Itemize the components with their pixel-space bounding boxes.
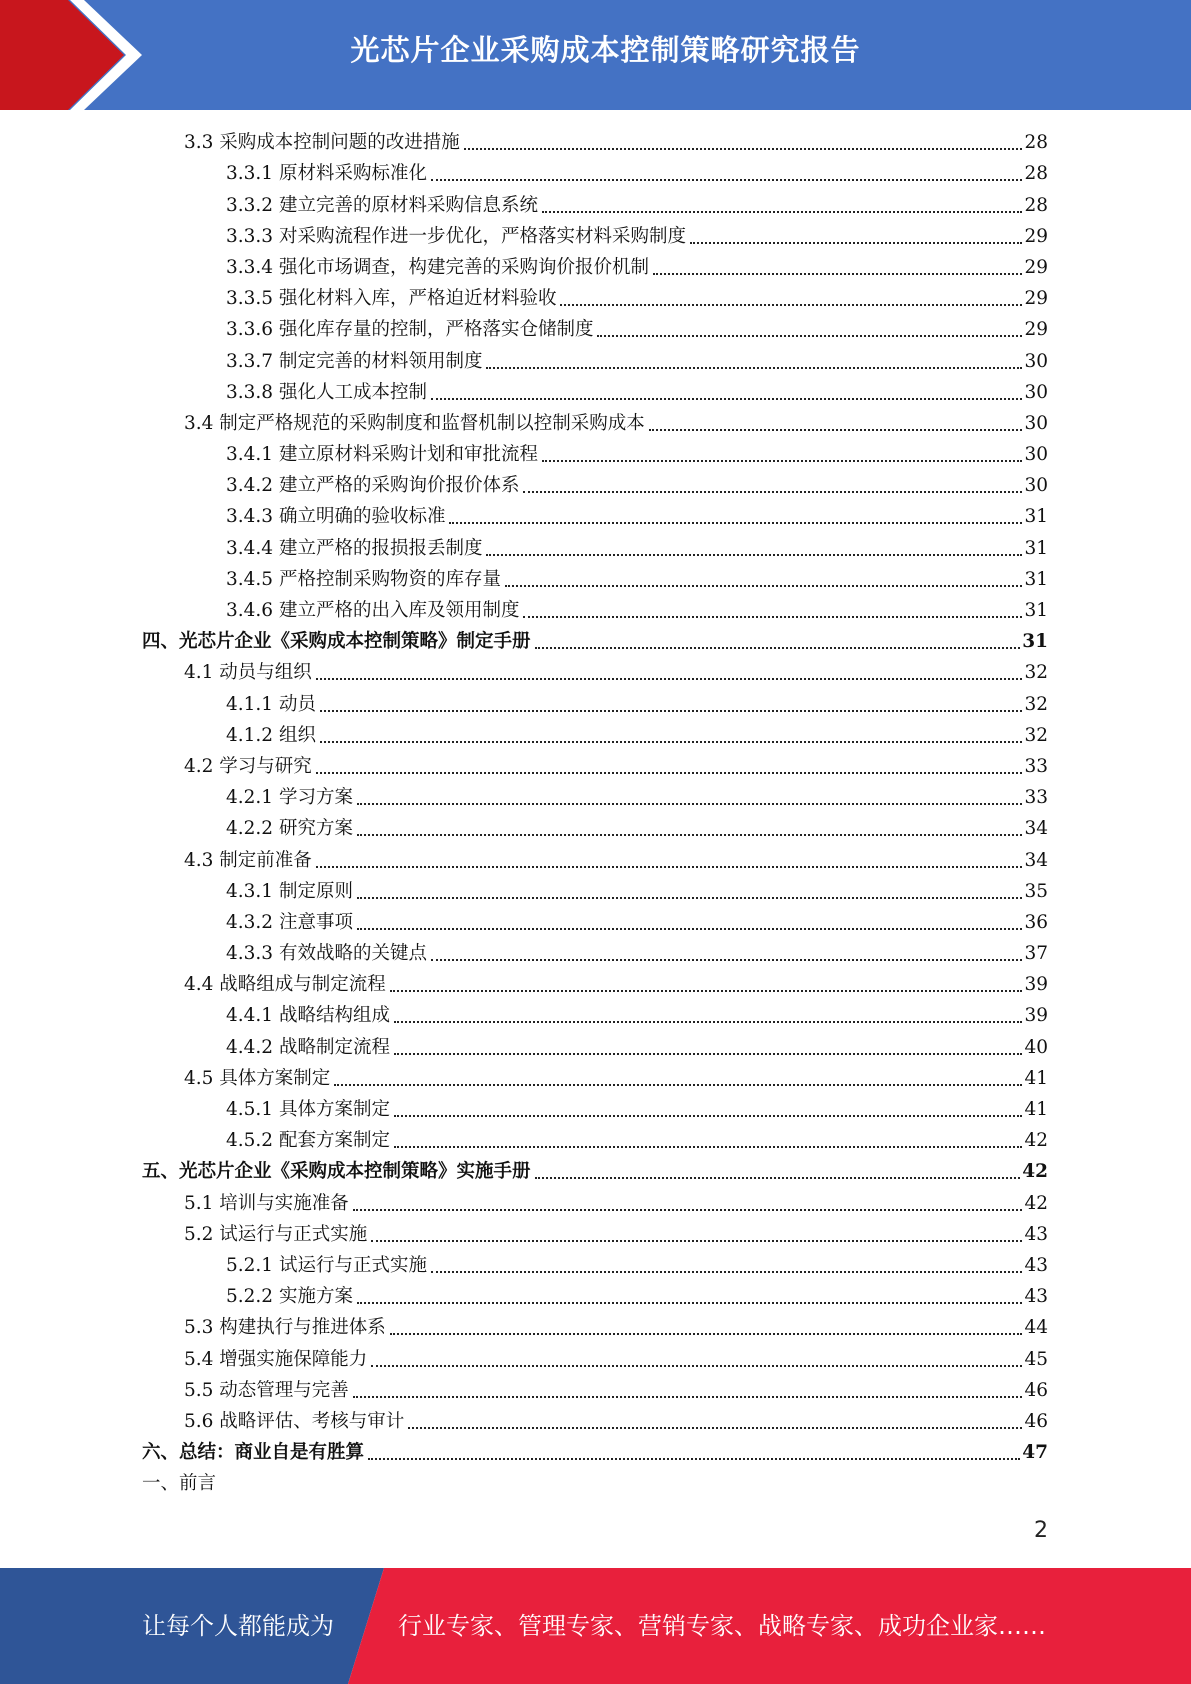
toc-entry-page: 35 xyxy=(1024,880,1048,902)
toc-entry[interactable] xyxy=(142,377,1048,408)
toc-dot-leader xyxy=(357,897,1023,899)
toc-entry[interactable] xyxy=(142,1219,1048,1250)
toc-dot-leader xyxy=(523,491,1022,493)
toc-entry[interactable] xyxy=(142,1437,1048,1468)
toc-entry[interactable] xyxy=(142,252,1048,283)
toc-dot-leader xyxy=(316,866,1023,868)
toc-dot-leader xyxy=(394,1021,1022,1023)
toc-entry[interactable] xyxy=(142,564,1048,595)
toc-entry[interactable] xyxy=(142,1406,1048,1437)
toc-entry-title: 3.4.4 建立严格的报损报丢制度 xyxy=(226,537,483,559)
toc-dot-leader xyxy=(431,959,1022,961)
toc-entry[interactable] xyxy=(142,688,1048,719)
toc-entry[interactable] xyxy=(142,938,1048,969)
toc-dot-leader xyxy=(353,1209,1023,1211)
toc-entry-title: 3.4.2 建立严格的采购询价报价体系 xyxy=(226,475,520,497)
toc-dot-leader xyxy=(390,1333,1023,1335)
toc-dot-leader xyxy=(394,1146,1022,1148)
toc-dot-leader xyxy=(464,148,1023,150)
toc-entry-page: 31 xyxy=(1024,537,1048,559)
toc-entry-page: 34 xyxy=(1024,849,1048,871)
toc-entry[interactable] xyxy=(142,1250,1048,1281)
toc-entry-title: 4.5 具体方案制定 xyxy=(184,1067,331,1089)
toc-dot-leader xyxy=(394,1115,1022,1117)
toc-entry[interactable] xyxy=(142,439,1048,470)
toc-entry-title: 一、前言 xyxy=(142,1473,217,1495)
toc-entry-title: 4.1 动员与组织 xyxy=(184,662,312,684)
toc-entry-title: 4.2 学习与研究 xyxy=(184,755,312,777)
page-header xyxy=(0,0,1191,110)
toc-dot-leader xyxy=(334,1084,1022,1086)
toc-dot-leader xyxy=(320,741,1023,743)
toc-entry-page: 31 xyxy=(1024,568,1048,590)
toc-entry[interactable] xyxy=(142,470,1048,501)
toc-dot-leader xyxy=(368,1458,1020,1460)
toc-entry[interactable] xyxy=(142,626,1048,657)
toc-dot-leader xyxy=(431,179,1022,181)
toc-entry-page: 43 xyxy=(1024,1223,1048,1245)
toc-entry-title: 5.6 战略评估、考核与审计 xyxy=(184,1410,405,1432)
toc-entry-title: 3.3.1 原材料采购标准化 xyxy=(226,163,427,185)
toc-entry[interactable] xyxy=(142,844,1048,875)
footer-slogan-right: 行业专家、管理专家、营销专家、战略专家、成功企业家…… xyxy=(398,1612,1046,1640)
toc-entry[interactable] xyxy=(142,782,1048,813)
toc-entry[interactable] xyxy=(142,314,1048,345)
toc-entry-page: 28 xyxy=(1024,194,1048,216)
page-number: 2 xyxy=(1034,1518,1048,1543)
toc-entry-title: 4.2.2 研究方案 xyxy=(226,818,353,840)
toc-entry-page: 28 xyxy=(1024,132,1048,154)
toc-entry-title: 六、总结：商业自是有胜算 xyxy=(142,1442,365,1464)
toc-dot-leader xyxy=(316,678,1023,680)
toc-entry-title: 4.4.2 战略制定流程 xyxy=(226,1036,390,1058)
toc-entry-title: 3.3 采购成本控制问题的改进措施 xyxy=(184,132,460,154)
toc-entry[interactable] xyxy=(142,1125,1048,1156)
toc-entry-page: 39 xyxy=(1024,1005,1048,1027)
toc-dot-leader xyxy=(653,273,1022,275)
toc-entry-title: 3.4.1 建立原材料采购计划和审批流程 xyxy=(226,444,538,466)
toc-entry-page: 41 xyxy=(1024,1067,1048,1089)
toc-entry[interactable] xyxy=(142,1375,1048,1406)
toc-entry[interactable] xyxy=(142,1281,1048,1312)
toc-entry[interactable] xyxy=(142,1063,1048,1094)
toc-entry-page: 36 xyxy=(1024,911,1048,933)
toc-entry-title: 3.4 制定严格规范的采购制度和监督机制以控制采购成本 xyxy=(184,412,645,434)
toc-dot-leader xyxy=(357,928,1023,930)
toc-entry-page: 37 xyxy=(1024,943,1048,965)
toc-entry-page: 33 xyxy=(1024,755,1048,777)
toc-entry-page: 32 xyxy=(1024,724,1048,746)
toc-entry-title: 5.2.1 试运行与正式实施 xyxy=(226,1254,427,1276)
toc-entry-page: 32 xyxy=(1024,693,1048,715)
toc-entry-title: 4.5.2 配套方案制定 xyxy=(226,1130,390,1152)
toc-dot-leader xyxy=(649,429,1023,431)
toc-entry-title: 5.2.2 实施方案 xyxy=(226,1286,353,1308)
toc-entry[interactable] xyxy=(142,969,1048,1000)
toc-dot-leader xyxy=(408,1427,1022,1429)
toc-entry-page: 28 xyxy=(1024,163,1048,185)
toc-entry[interactable] xyxy=(142,813,1048,844)
toc-entry[interactable] xyxy=(142,532,1048,563)
toc-entry-page: 29 xyxy=(1024,288,1048,310)
toc-dot-leader xyxy=(316,772,1023,774)
toc-entry-title: 5.4 增强实施保障能力 xyxy=(184,1348,368,1370)
toc-dot-leader xyxy=(542,211,1022,213)
toc-entry[interactable] xyxy=(142,1094,1048,1125)
toc-entry-page: 30 xyxy=(1024,412,1048,434)
toc-entry-title: 3.3.2 建立完善的原材料采购信息系统 xyxy=(226,194,538,216)
toc-entry-page: 42 xyxy=(1022,1161,1048,1183)
toc-dot-leader xyxy=(394,1053,1022,1055)
toc-dot-leader xyxy=(390,990,1023,992)
toc-entry[interactable] xyxy=(142,501,1048,532)
toc-entry-title: 3.3.5 强化材料入库，严格迫近材料验收 xyxy=(226,288,557,310)
toc-dot-leader xyxy=(357,834,1023,836)
toc-entry-title: 4.1.1 动员 xyxy=(226,693,316,715)
toc-entry-title: 3.3.4 强化市场调查，构建完善的采购询价报价机制 xyxy=(226,256,649,278)
toc-dot-leader xyxy=(431,398,1022,400)
toc-dot-leader xyxy=(431,1271,1022,1273)
toc-entry-page: 44 xyxy=(1024,1317,1048,1339)
toc-entry-page: 42 xyxy=(1024,1130,1048,1152)
toc-entry-title: 4.3.2 注意事项 xyxy=(226,911,353,933)
toc-entry-title: 4.4 战略组成与制定流程 xyxy=(184,974,386,996)
toc-entry-title: 5.5 动态管理与完善 xyxy=(184,1379,349,1401)
toc-dot-leader xyxy=(597,335,1022,337)
toc-entry-title: 3.3.7 制定完善的材料领用制度 xyxy=(226,350,483,372)
toc-dot-leader xyxy=(523,616,1022,618)
toc-entry-title: 3.4.3 确立明确的验收标准 xyxy=(226,506,446,528)
toc-entry-page: 46 xyxy=(1024,1379,1048,1401)
toc-entry[interactable] xyxy=(142,657,1048,688)
toc-entry[interactable] xyxy=(142,1156,1048,1187)
toc-dot-leader xyxy=(449,522,1022,524)
toc-entry-page: 29 xyxy=(1024,256,1048,278)
toc-entry[interactable] xyxy=(142,1312,1048,1343)
toc-entry-page: 46 xyxy=(1024,1410,1048,1432)
toc-entry-title: 5.2 试运行与正式实施 xyxy=(184,1223,368,1245)
toc-entry[interactable] xyxy=(142,907,1048,938)
toc-dot-leader xyxy=(505,585,1022,587)
toc-entry[interactable] xyxy=(142,283,1048,314)
toc-entry-title: 5.3 构建执行与推进体系 xyxy=(184,1317,386,1339)
toc-entry[interactable] xyxy=(142,221,1048,252)
toc-dot-leader xyxy=(320,710,1023,712)
toc-entry-title: 3.3.6 强化库存量的控制，严格落实仓储制度 xyxy=(226,319,594,341)
toc-entry-page: 41 xyxy=(1024,1099,1048,1120)
toc-entry-page: 43 xyxy=(1024,1286,1048,1308)
toc-entry-page: 32 xyxy=(1024,662,1048,684)
toc-entry[interactable] xyxy=(142,408,1048,439)
toc-entry-title: 5.1 培训与实施准备 xyxy=(184,1192,349,1214)
toc-dot-leader xyxy=(486,554,1022,556)
toc-dot-leader xyxy=(357,1302,1023,1304)
toc-entry-page: 34 xyxy=(1024,818,1048,840)
toc-entry-title: 3.3.3 对采购流程作进一步优化，严格落实材料采购制度 xyxy=(226,225,686,247)
toc-dot-leader xyxy=(690,242,1022,244)
toc-entry-title: 4.3.1 制定原则 xyxy=(226,880,353,902)
toc-entry-page: 33 xyxy=(1024,787,1048,809)
toc-dot-leader xyxy=(535,647,1021,649)
toc-entry-page: 31 xyxy=(1024,506,1048,528)
toc-entry-title: 3.4.6 建立严格的出入库及领用制度 xyxy=(226,600,520,621)
toc-entry[interactable] xyxy=(142,127,1048,158)
toc-entry-title: 4.5.1 具体方案制定 xyxy=(226,1099,390,1120)
toc-entry-page: 30 xyxy=(1024,381,1048,403)
toc-entry[interactable] xyxy=(142,345,1048,376)
toc-dot-leader xyxy=(560,304,1022,306)
toc-dot-leader xyxy=(353,1396,1023,1398)
toc-entry-title: 4.4.1 战略结构组成 xyxy=(226,1005,390,1027)
toc-entry[interactable] xyxy=(142,1000,1048,1031)
footer-slogan-left: 让每个人都能成为 xyxy=(142,1612,334,1640)
toc-entry-page: 47 xyxy=(1022,1442,1048,1464)
toc-entry-title: 4.1.2 组织 xyxy=(226,724,316,746)
toc-entry-page: 31 xyxy=(1022,631,1048,653)
toc-entry[interactable] xyxy=(142,876,1048,907)
document-title: 光芯片企业采购成本控制策略研究报告 xyxy=(350,33,861,67)
toc-entry-page: 43 xyxy=(1024,1254,1048,1276)
toc-dot-leader xyxy=(371,1240,1022,1242)
toc-entry[interactable] xyxy=(142,1031,1048,1062)
toc-dot-leader xyxy=(486,367,1022,369)
toc-entry-title: 五、光芯片企业《采购成本控制策略》实施手册 xyxy=(142,1161,531,1183)
toc-entry-title: 四、光芯片企业《采购成本控制策略》制定手册 xyxy=(142,631,531,653)
toc-entry-page: 30 xyxy=(1024,350,1048,372)
page-footer xyxy=(0,1568,1191,1684)
toc-entry-title: 3.4.5 严格控制采购物资的库存量 xyxy=(226,568,501,590)
toc-entry[interactable] xyxy=(142,158,1048,189)
toc-dot-leader xyxy=(357,803,1023,805)
toc-dot-leader xyxy=(535,1177,1021,1179)
toc-entry-title: 4.2.1 学习方案 xyxy=(226,787,353,809)
toc-entry[interactable] xyxy=(142,751,1048,782)
toc-entry-page: 29 xyxy=(1024,319,1048,341)
toc-entry-page: 30 xyxy=(1024,444,1048,466)
toc-entry-page: 45 xyxy=(1024,1348,1048,1370)
toc-entry[interactable] xyxy=(142,189,1048,220)
toc-dot-leader xyxy=(542,460,1022,462)
toc-entry[interactable] xyxy=(142,1343,1048,1374)
toc-entry-page: 39 xyxy=(1024,974,1048,996)
toc-entry-page: 30 xyxy=(1024,475,1048,497)
toc-entry-page: 42 xyxy=(1024,1192,1048,1214)
toc-entry[interactable] xyxy=(142,1187,1048,1218)
toc-entry-title: 4.3 制定前准备 xyxy=(184,849,312,871)
toc-entry-title: 3.3.8 强化人工成本控制 xyxy=(226,381,427,403)
toc-dot-leader xyxy=(371,1365,1022,1367)
toc-entry[interactable] xyxy=(142,1468,1048,1499)
toc-entry-page: 40 xyxy=(1024,1036,1048,1058)
toc-entry-page: 31 xyxy=(1024,600,1048,621)
toc-entry-page: 29 xyxy=(1024,225,1048,247)
toc-entry[interactable] xyxy=(142,720,1048,751)
toc-entry[interactable] xyxy=(142,595,1048,626)
table-of-contents xyxy=(142,127,1048,1499)
toc-entry-title: 4.3.3 有效战略的关键点 xyxy=(226,943,427,965)
